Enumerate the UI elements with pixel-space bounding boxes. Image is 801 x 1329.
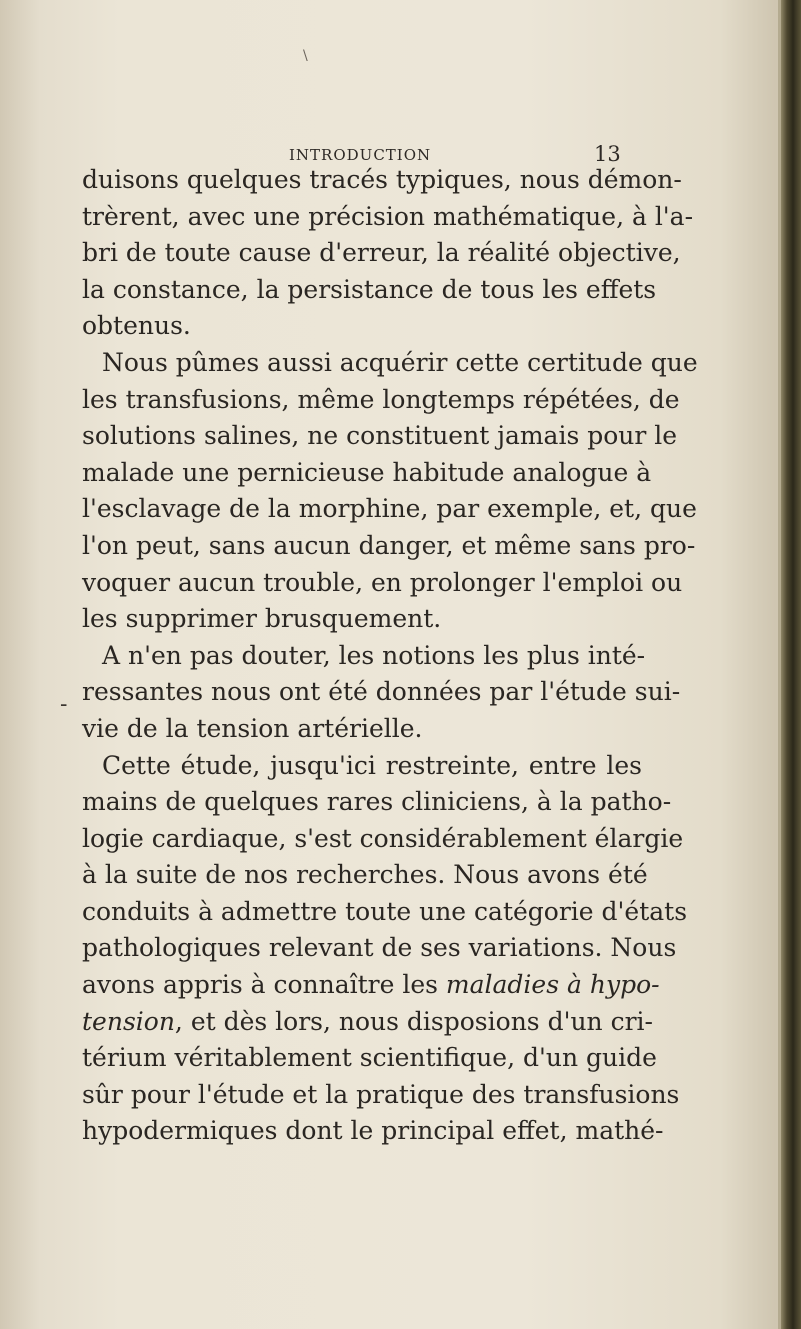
margin-mark: - [60, 692, 68, 717]
text-line: bri de toute cause d'erreur, la réalité objective, [82, 238, 681, 268]
text-line: ressantes nous ont été données par l'étude sui- [82, 677, 681, 707]
page-edge [778, 0, 781, 1329]
text-line: solutions salines, ne constituent jamais pour le [82, 421, 678, 451]
text-line: les supprimer brusquement. [82, 604, 442, 634]
text-line: pathologiques relevant de ses variations. Nous [82, 933, 677, 963]
page-number: 13 [594, 142, 621, 166]
text-line: duisons quelques tracés typiques, nous démon- [82, 165, 682, 194]
body-text [82, 162, 698, 1150]
text-line: térium véritablement scientifique, d'un guide [82, 1043, 657, 1073]
text-line: l'esclavage de la morphine, par exemple, et, que [82, 494, 697, 524]
text-line: voquer aucun trouble, en prolonger l'emploi ou [82, 567, 683, 597]
text-line [82, 967, 660, 1004]
text-run: , et dès lors, nous disposions d'un cri- [174, 1006, 653, 1036]
text-line: conduits à admettre toute une catégorie d'états [82, 896, 688, 926]
text-line: A n'en pas douter, les notions les plus inté- [102, 640, 646, 670]
running-head: INTRODUCTION [289, 146, 432, 164]
text-line: malade une pernicieuse habitude analogue à [82, 457, 652, 487]
text-line: sûr pour l'étude et la pratique des transfusions [82, 1079, 680, 1109]
italic-term: maladies à hypo- [445, 970, 660, 1000]
text-line: les transfusions, même longtemps répétées, de [82, 384, 680, 414]
text-line: hypodermiques dont le principal effet, mathé- [82, 1116, 664, 1146]
text-line: à la suite de nos recherches. Nous avons été [82, 860, 648, 890]
text-line: logie cardiaque, s'est considérablement élargie [82, 823, 684, 853]
text-line: obtenus. [82, 311, 191, 341]
text-line: l'on peut, sans aucun danger, et même sans pro- [82, 530, 696, 560]
text-line: vie de la tension artérielle. [82, 713, 423, 743]
book-spine [781, 0, 801, 1329]
text-run: avons appris à connaître les [82, 970, 438, 1000]
text-line: la constance, la persistance de tous les effets [82, 274, 657, 304]
text-line: mains de quelques rares cliniciens, à la patho- [82, 787, 672, 817]
text-line: Cette étude, jusqu'ici restreinte, entre les [102, 750, 642, 780]
text-line [82, 1004, 653, 1041]
text-line: Nous pûmes aussi acquérir cette certitude que [102, 347, 698, 377]
italic-term: tension [82, 1006, 175, 1036]
text-line: trèrent, avec une précision mathématique, à l'a- [82, 201, 694, 231]
stray-mark: \ [303, 48, 308, 64]
